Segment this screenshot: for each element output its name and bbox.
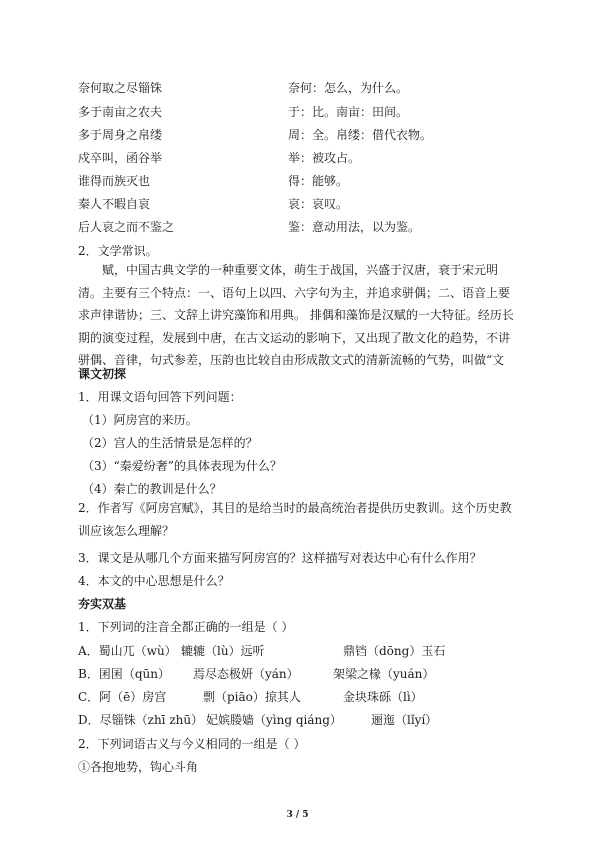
literature-paragraph: 赋，中国古典文学的一种重要文体，萌生于战国，兴盛于汉唐，衰于宋元明清。主要有三个特点：一、语句上以四、六字句为主，并追求骈偶；二、语音上要求声律谐协；三、文辞上讲究藻饰和用典。 排偶和藻饰是汉赋的一大特征。经历长期的演变过程，发展到中唐，在古文运动的影响下，又出现了散文化的趋势，不讲骈偶、音律，句式参差，压韵也比较自由形成散文式的清新流畅的气势，叫做“文 [78,263,514,367]
option-part: 剽（piāo）掠其人 [203,690,301,704]
option-part: 鼎铛（dōng）玉石 [343,644,446,658]
option-part: 架梁之椽（yuán） [333,667,435,681]
vocab-row [78,220,421,234]
vocab-gloss: 鉴：意动用法，以为鉴。 [288,220,421,234]
option-part: D．尽锱铢（zhī zhū） [78,713,204,727]
option-part: 金块珠砾（lì） [343,690,423,704]
vocab-row [78,81,409,95]
page-number: 3 / 5 [286,810,309,820]
option-part: B．囷囷（qūn） [78,667,170,681]
section-heading: 课文初探 [78,367,127,381]
question: 4．本文的中心思想是什么？ [78,574,230,588]
option-part: 妃嫔媵嫱（yìng qiáng） [206,713,342,727]
vocab-gloss: 奈何：怎么，为什么。 [288,81,409,95]
sub-question: （4）秦亡的教训是什么？ [82,482,222,496]
question: 2．下列词语古义与今义相同的一组是（ ） [78,737,306,751]
vocab-gloss: 周：全。帛缕：借代衣物。 [288,128,433,142]
sub-question: （1）阿房宫的来历。 [82,413,198,427]
option-part: 焉尽态极妍（yán） [193,667,299,681]
vocab-row [78,197,349,211]
vocab-gloss: 哀：哀叹。 [288,197,349,211]
vocab-phrase: 戍卒叫，函谷举 [78,151,163,165]
vocab-phrase: 多于周身之帛缕 [78,128,163,142]
sub-question: ①各抱地势，钩心斗角 [78,760,199,774]
vocab-gloss: 举：被攻占。 [288,151,361,165]
vocab-phrase: 奈何取之尽锱铢 [78,81,163,95]
choice-option [78,713,538,727]
sub-question: （3）“秦爱纷奢”的具体表现为什么？ [82,459,282,473]
vocab-phrase: 后人哀之而不鉴之 [78,220,175,234]
vocab-phrase: 多于南亩之农夫 [78,105,163,119]
option-part: 辘辘（lù）远听 [181,644,265,658]
option-part: A．蜀山兀（wù） [78,644,177,658]
choice-option [78,667,538,681]
option-part: 逦迤（lǐyí） [371,713,438,727]
vocab-gloss: 于：比。南亩：田间。 [288,105,409,119]
vocab-phrase: 秦人不暇自哀 [78,197,151,211]
literature-label: 2．文学常识。 [78,244,158,258]
question: 2．作者写《阿房宫赋》，其目的是给当时的最高统治者提供历史教训。这个历史教训应该怎么理解？ [78,501,512,538]
sub-question: （2）宫人的生活情景是怎样的？ [82,436,258,450]
vocab-row [78,151,361,165]
question: 1．下列词的注音全都正确的一组是（ ） [78,620,294,634]
choice-option [78,690,538,704]
vocab-row [78,105,409,119]
question: 1．用课文语句回答下列问题： [78,390,242,404]
choice-option [78,644,538,658]
vocab-phrase: 谁得而族灭也 [78,174,151,188]
section-heading: 夯实双基 [78,597,127,611]
vocab-row [78,174,349,188]
question: 3．课文是从哪几个方面来描写阿房宫的？这样描写对表达中心有什么作用？ [78,551,482,565]
vocab-row [78,128,433,142]
option-part: C．阿（ē）房宫 [78,690,167,704]
vocab-gloss: 得：能够。 [288,174,349,188]
